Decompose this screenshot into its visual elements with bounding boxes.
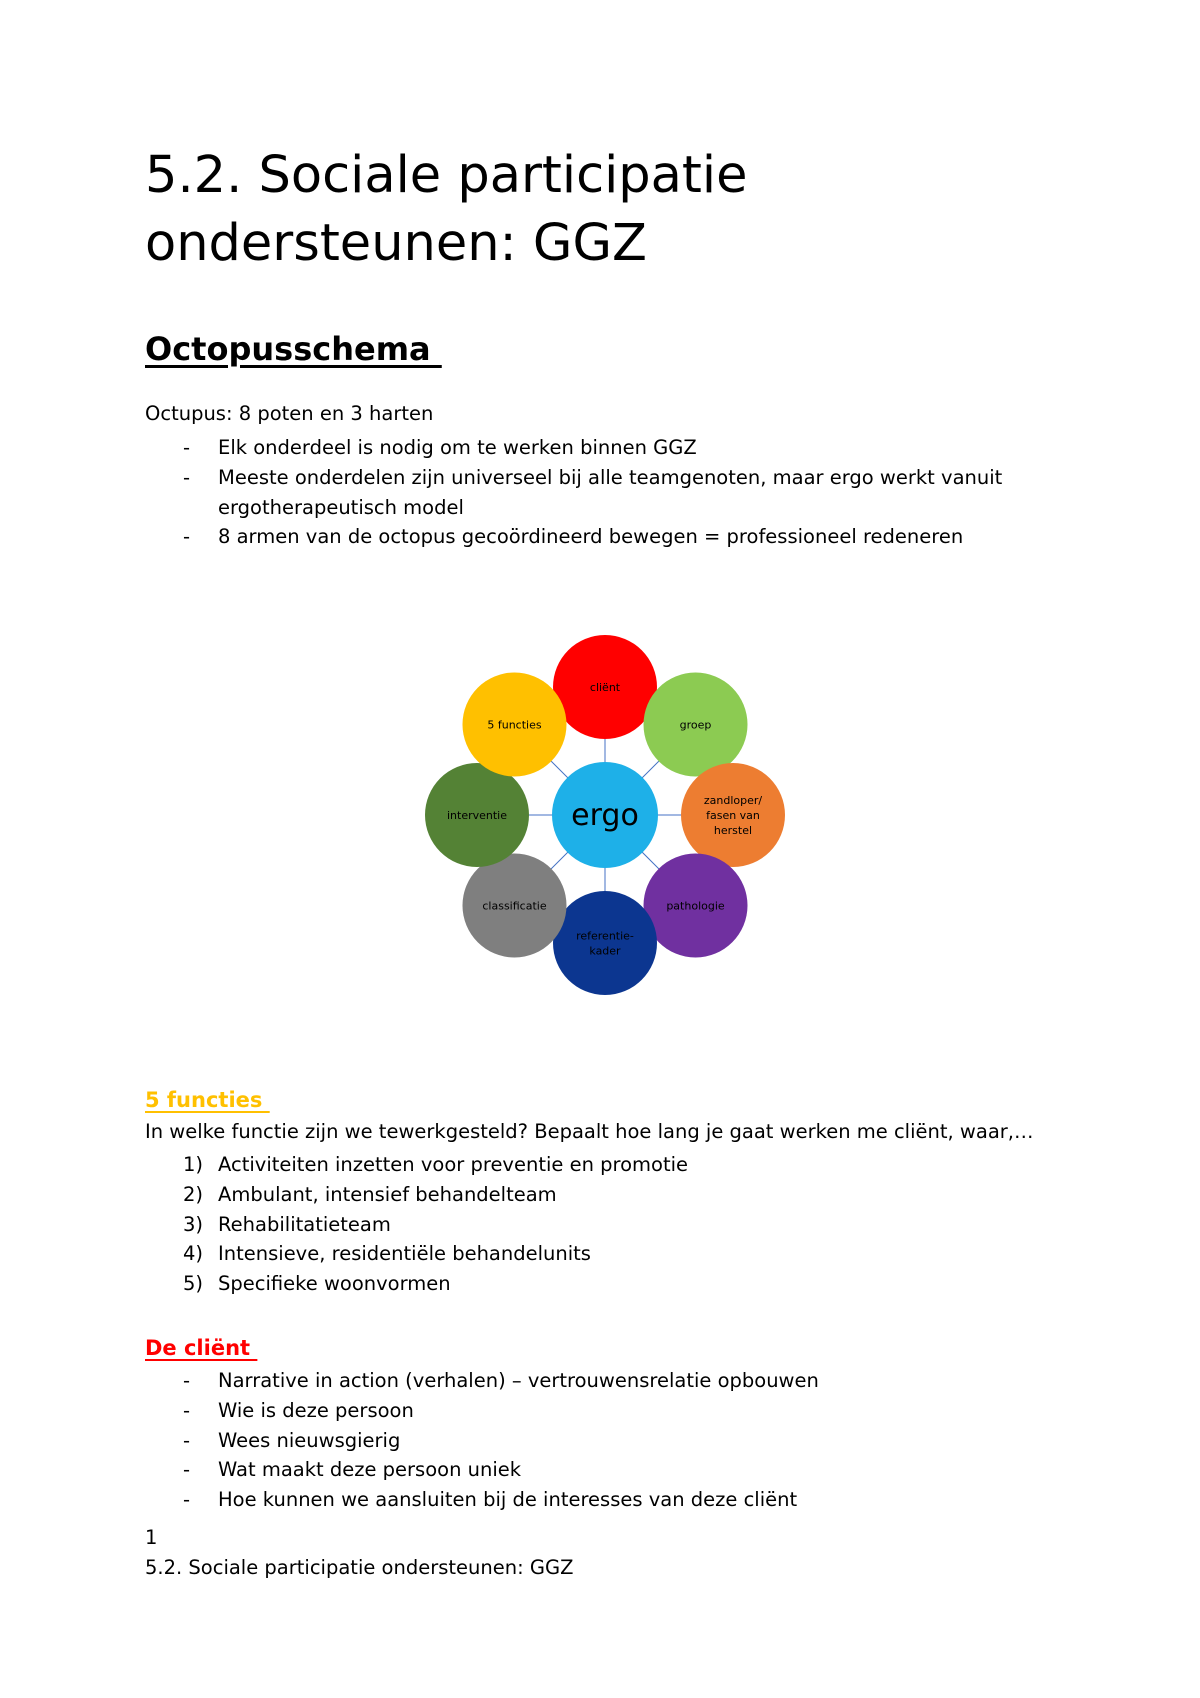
list-item [145,1210,688,1240]
diagram-node-label: referentie- [576,929,634,943]
bullet-marker: - [183,1458,191,1482]
list-item [145,522,1002,552]
footer-doc-title: 5.2. Sociale participatie ondersteunen: GGZ [145,1556,574,1579]
list-item [145,1485,819,1515]
list-item [145,1269,688,1299]
diagram-node-label: classificatie [482,899,547,913]
diagram-center-label: ergo [571,798,639,833]
list-item [145,1426,819,1456]
list-text: Intensieve, residentiële behandelunits [218,1242,591,1266]
list-number: 3) [183,1212,204,1236]
list-item [145,1366,819,1396]
octopus-diagram [360,580,850,1050]
bullet-text-continuation: ergotherapeutisch model [218,495,464,519]
list-item [145,463,1002,523]
bullet-text: Hoe kunnen we aansluiten bij de interesses van deze cliënt [218,1488,798,1512]
diagram-node-label: kader [589,944,621,958]
octopus-intro: Octupus: 8 poten en 3 harten [145,402,434,425]
octopus-diagram-svg [360,580,850,1050]
diagram-node-label: herstel [713,824,753,837]
list-number: 2) [183,1182,204,1206]
client-heading: De cliënt [145,1336,258,1360]
bullet-text: 8 armen van de octopus gecoördineerd bewegen = professioneel redeneren [218,525,964,549]
bullet-marker: - [183,465,191,489]
list-number: 1) [183,1153,204,1176]
diagram-node-label: cliënt [589,681,621,694]
functies-intro: In welke functie zijn we tewerkgesteld? Bepaalt hoe lang je gaat werken me cliënt, waar,… [145,1120,1034,1143]
list-text: Rehabilitatieteam [218,1212,391,1236]
diagram-node [553,891,657,995]
bullet-marker: - [183,525,191,549]
list-text: Specifieke woonvormen [218,1272,451,1296]
functies-heading: 5 functies [145,1088,270,1112]
page-number: 1 [145,1526,158,1549]
page-title-line-2: ondersteunen: GGZ [145,214,647,273]
page-title-line-1: 5.2. Sociale participatie [145,146,748,205]
diagram-node-label: zandloper/ [703,794,763,807]
page-title [145,142,1105,278]
list-text: Ambulant, intensief behandelteam [218,1182,557,1206]
diagram-node-label: pathologie [666,899,725,913]
bullet-text: Wie is deze persoon [218,1398,414,1422]
bullet-marker: - [183,1369,191,1392]
list-number: 5) [183,1272,204,1296]
diagram-node-label: interventie [446,809,508,822]
list-item [145,1150,688,1180]
list-text: Activiteiten inzetten voor preventie en promotie [218,1153,689,1176]
list-item [145,1239,688,1269]
octopusschema-heading: Octopusschema [145,330,442,368]
diagram-node-label: groep [679,718,712,732]
list-item [145,1180,688,1210]
list-item [145,433,1002,463]
diagram-node-label: 5 functies [487,718,542,732]
bullet-marker: - [183,1398,191,1422]
diagram-node-label: fasen van [706,809,760,822]
functies-numbered-list [145,1150,688,1299]
bullet-marker: - [183,1428,191,1452]
bullet-marker: - [183,1488,191,1512]
bullet-marker: - [183,436,191,459]
bullet-text: Wees nieuwsgierig [218,1428,401,1452]
bullet-text: Wat maakt deze persoon uniek [218,1458,522,1482]
octopus-bullet-list [145,433,1002,552]
list-item [145,1396,819,1426]
bullet-text: Meeste onderdelen zijn universeel bij alle teamgenoten, maar ergo werkt vanuit [218,465,1003,489]
client-bullet-list [145,1366,819,1515]
bullet-text: Elk onderdeel is nodig om te werken binnen GGZ [218,436,697,459]
list-item [145,1455,819,1485]
list-number: 4) [183,1242,204,1266]
bullet-text: Narrative in action (verhalen) – vertrouwensrelatie opbouwen [218,1369,819,1392]
